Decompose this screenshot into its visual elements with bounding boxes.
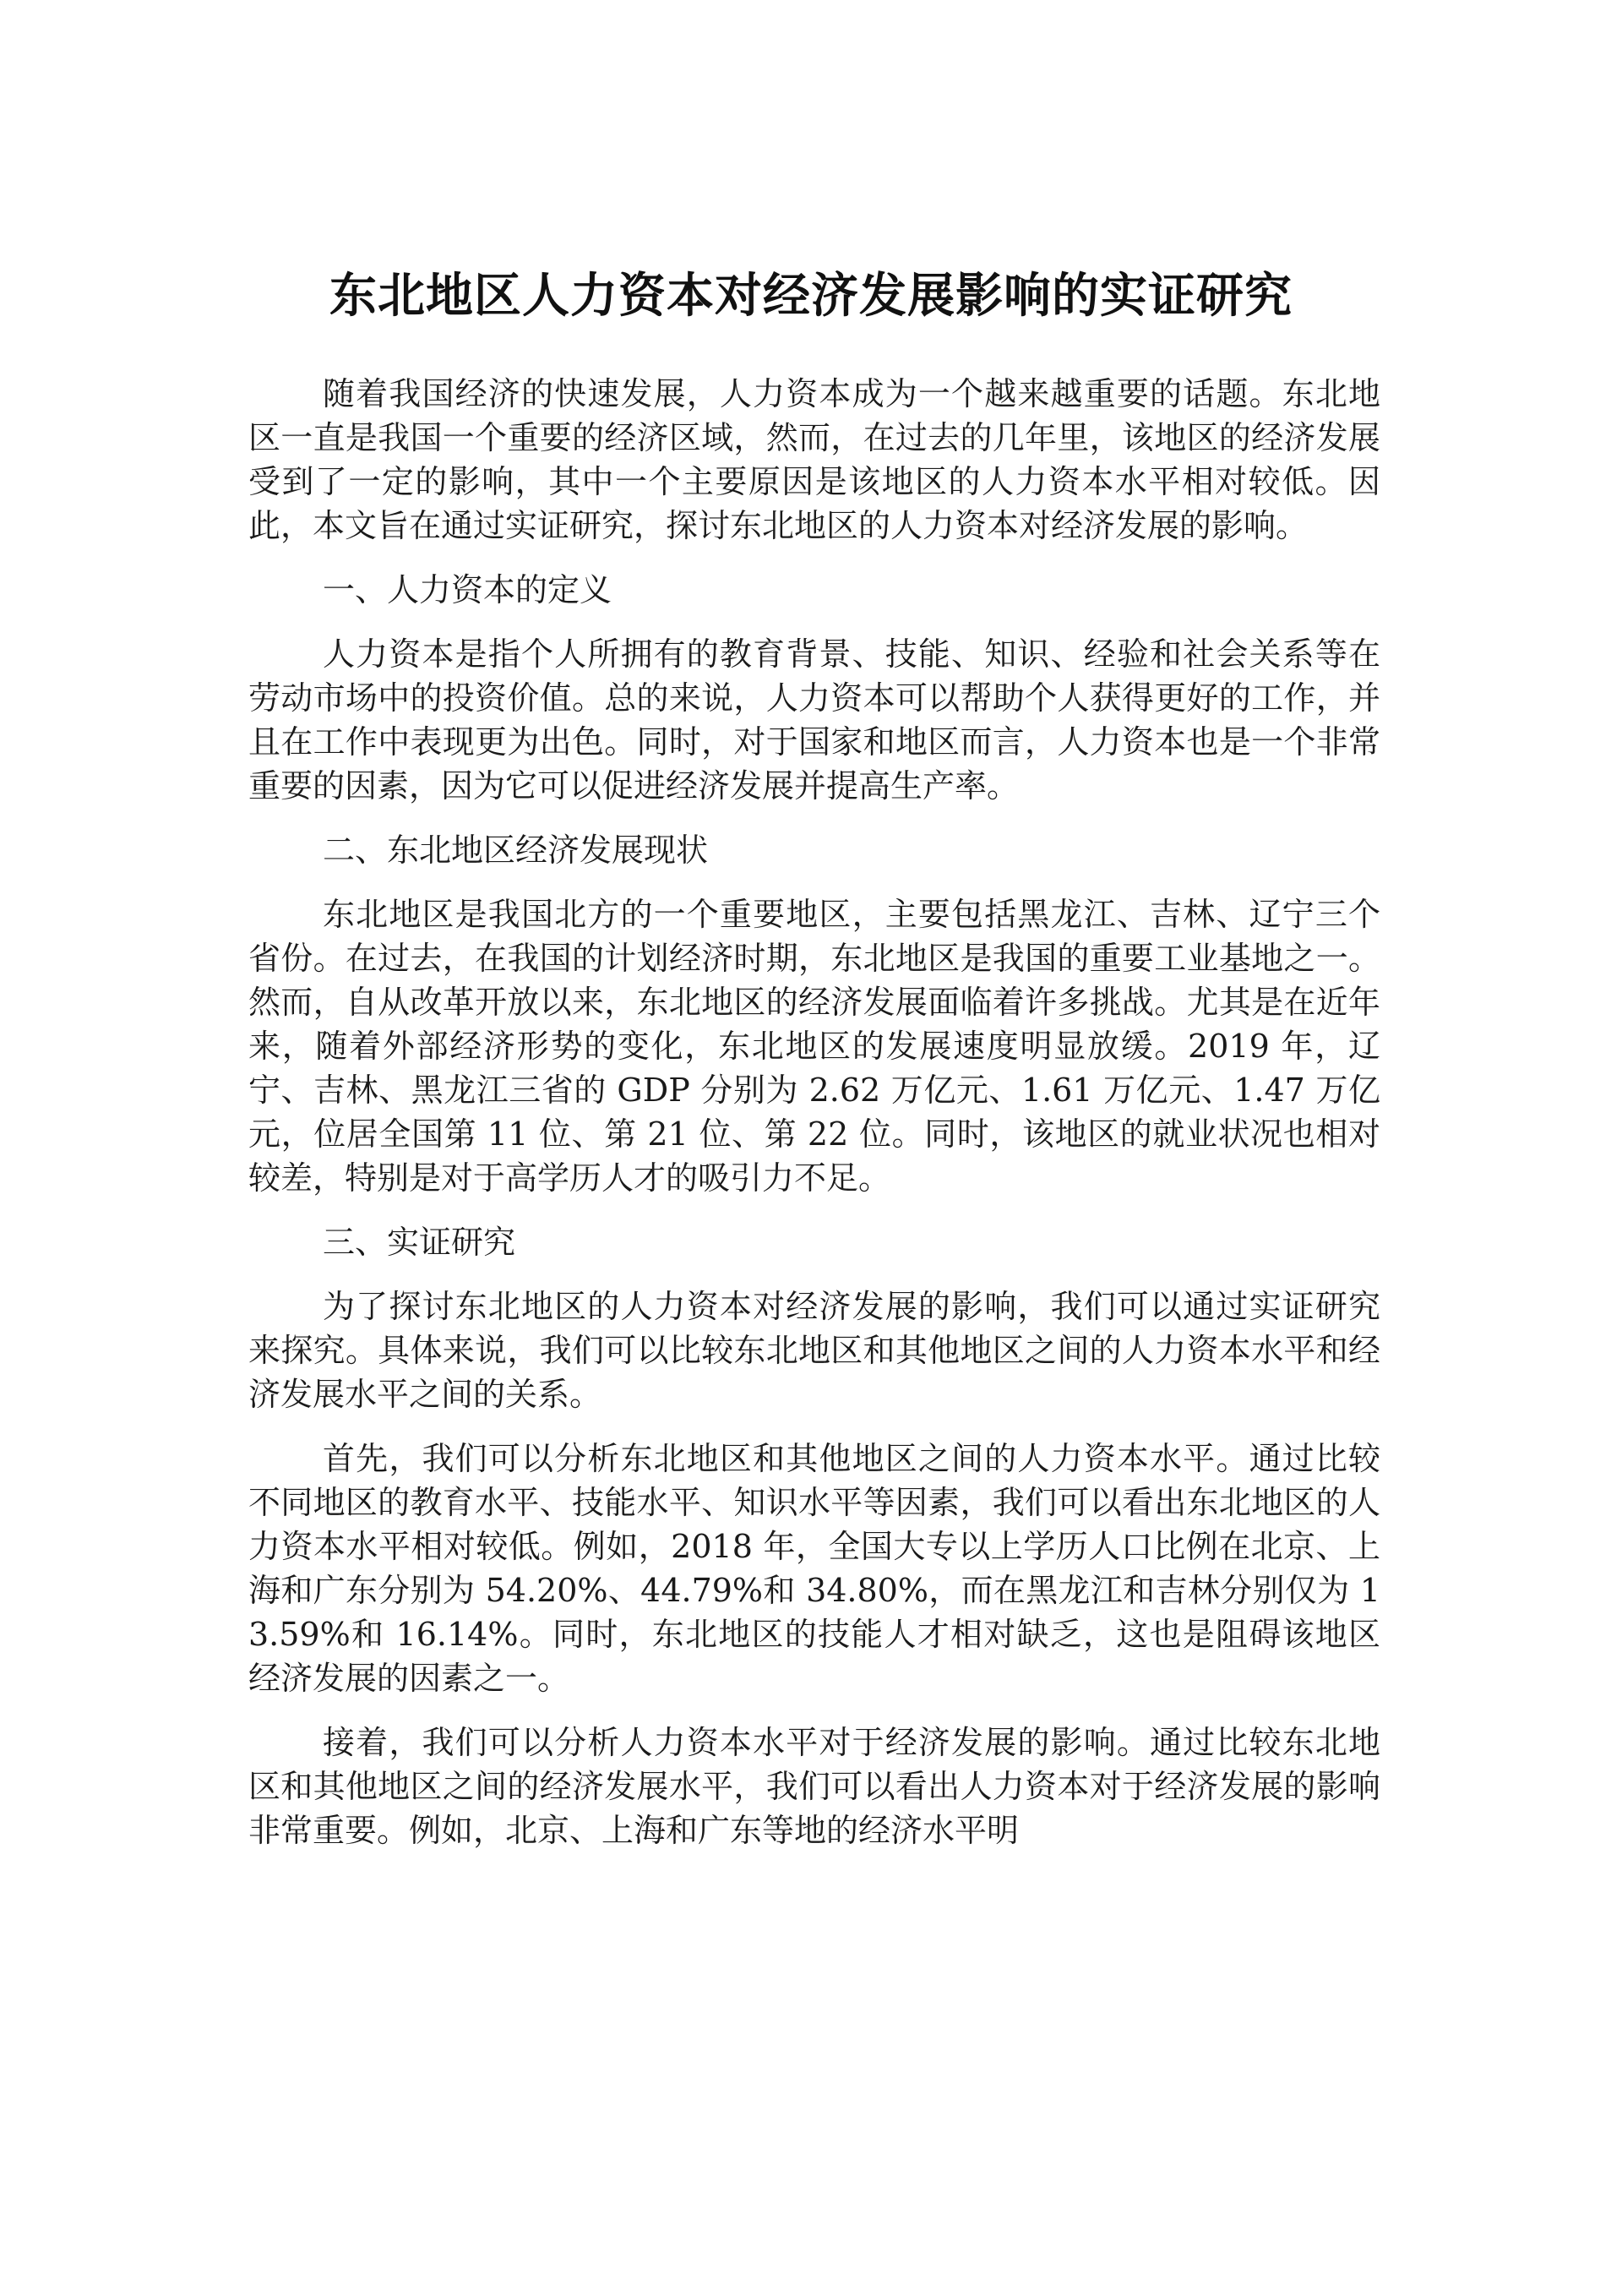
paragraph-human-capital-comparison: 首先，我们可以分析东北地区和其他地区之间的人力资本水平。通过比较不同地区的教育水平、技能水平、知识水平等因素，我们可以看出东北地区的人力资本水平相对较低。例如，2018 年，全国大专以上学历人口比例在北京、上海和广东分别为 54.20%、44.79%和 34.80%，而在黑龙江和吉林分别仅为 13.59%和 16.14%。同时，东北地区的技能人才相对缺乏，这也是阻碍该地区经济发展的因素之一。 [248,1440,1380,1697]
document-title: 东北地区人力资本对经济发展影响的实证研究 [329,267,1293,324]
paragraph-intro: 随着我国经济的快速发展，人力资本成为一个越来越重要的话题。东北地区一直是我国一个重要的经济区域，然而，在过去的几年里，该地区的经济发展受到了一定的影响，其中一个主要原因是该地区的人力资本水平相对较低。因此，本文旨在通过实证研究，探讨东北地区的人力资本对经济发展的影响。 [248,375,1380,544]
paragraph-status: 东北地区是我国北方的一个重要地区，主要包括黑龙江、吉林、辽宁三个省份。在过去，在我国的计划经济时期，东北地区是我国的重要工业基地之一。然而，自从改革开放以来，东北地区的经济发展面临着许多挑战。尤其是在近年来，随着外部经济形势的变化，东北地区的发展速度明显放缓。2019 年，辽宁、吉林、黑龙江三省的 GDP 分别为 2.62 万亿元、1.61 万亿元、1.47 万亿元，位居全国第 11 位、第 21 位、第 22 位。同时，该地区的就业状况也相对较差，特别是对于高学历人才的吸引力不足。 [248,896,1380,1197]
section-heading-empirical: 三、实证研究 [323,1224,516,1261]
paragraph-economic-impact: 接着，我们可以分析人力资本水平对于经济发展的影响。通过比较东北地区和其他地区之间的经济发展水平，我们可以看出人力资本对于经济发展的影响非常重要。例如，北京、上海和广东等地的经济水平明 [248,1724,1380,1849]
section-heading-status: 二、东北地区经济发展现状 [323,832,709,869]
section-heading-definition: 一、人力资本的定义 [323,571,612,608]
paragraph-empirical-intro: 为了探讨东北地区的人力资本对经济发展的影响，我们可以通过实证研究来探究。具体来说，我们可以比较东北地区和其他地区之间的人力资本水平和经济发展水平之间的关系。 [248,1288,1380,1413]
paragraph-definition: 人力资本是指个人所拥有的教育背景、技能、知识、经验和社会关系等在劳动市场中的投资价值。总的来说，人力资本可以帮助个人获得更好的工作，并且在工作中表现更为出色。同时，对于国家和地区而言，人力资本也是一个非常重要的因素，因为它可以促进经济发展并提高生产率。 [248,635,1380,804]
document-body [248,372,1380,1873]
